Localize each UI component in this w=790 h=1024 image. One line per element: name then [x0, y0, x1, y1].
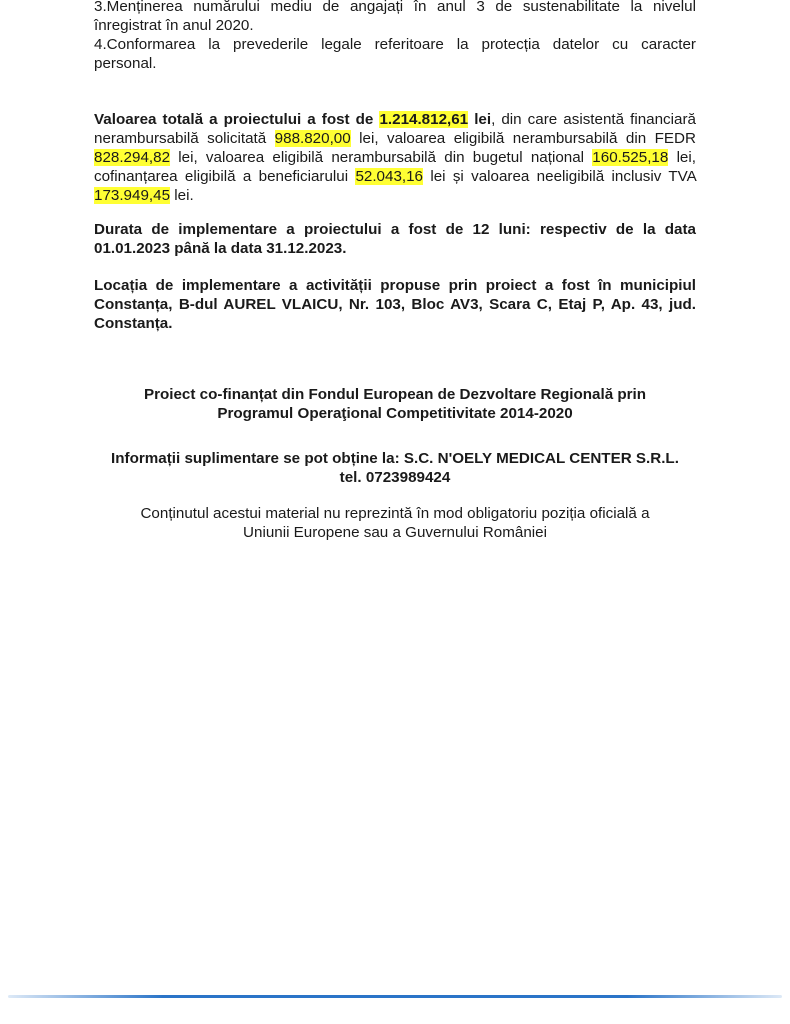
cofinancing-value: 52.043,16 [355, 168, 424, 185]
cofinance-line2: Programul Operaţional Competitivitate 2014-2020 [217, 405, 573, 422]
disclaimer-line1: Conținutul acestui material nu reprezintă în mod obligatoriu poziția oficială a [140, 505, 650, 522]
location-line2: Constanța, B-dul AUREL VLAICU, Nr. 103, Bloc AV3, Scara C, Etaj P, Ap. 43, jud. [94, 296, 696, 313]
disclaimer-line2: Uniunii Europene sau a Guvernului României [243, 524, 547, 541]
duration-block [94, 220, 696, 258]
disclaimer-block [94, 504, 696, 542]
value-text-6: lei. [174, 187, 194, 204]
value-text-2: lei, valoarea eligibilă nerambursabilă din FEDR [359, 130, 696, 147]
total-value-unit: lei [474, 111, 492, 128]
project-value-paragraph [94, 110, 696, 205]
location-block [94, 276, 696, 333]
value-text-1: , din care asistentă financiară nerambursabilă solicitată [94, 111, 696, 147]
value-text-5: lei și valoarea neeligibilă inclusiv TVA [430, 168, 696, 185]
duration-line2: 01.01.2023 până la data 31.12.2023. [94, 240, 347, 257]
location-line1: Locația de implementare a activității propuse prin proiect a fost în municipiul [94, 277, 696, 294]
list-item-4-line1: 4.Conformarea la prevederile legale referitoare la protecția datelor cu caracter [94, 36, 696, 53]
fedr-value: 828.294,82 [94, 149, 171, 166]
contact-block [94, 449, 696, 487]
contact-line1: Informații suplimentare se pot obține la: S.C. N'OELY MEDICAL CENTER S.R.L. [111, 450, 679, 467]
national-budget-value: 160.525,18 [592, 149, 669, 166]
total-value: 1.214.812,61 [379, 111, 469, 128]
list-item-3-line2: înregistrat în anul 2020. [94, 17, 254, 34]
footer-divider [8, 995, 782, 998]
cofinance-block [94, 385, 696, 423]
value-text-4: lei, cofinanțarea eligibilă a beneficiarului [94, 149, 696, 185]
grant-requested-value: 988.820,00 [274, 130, 351, 147]
total-value-label: Valoarea totală a proiectului a fost de [94, 111, 374, 128]
cofinance-line1: Proiect co-finanțat din Fondul European de Dezvoltare Regională prin [143, 386, 647, 403]
duration-line1: Durata de implementare a proiectului a fost de 12 luni: respectiv de la data [94, 221, 696, 238]
ineligible-value: 173.949,45 [94, 187, 171, 204]
value-text-3: lei, valoarea eligibilă nerambursabilă din bugetul național [178, 149, 585, 166]
list-item-4-line2: personal. [94, 55, 157, 72]
list-item-3-line1: 3.Menținerea numărului mediu de angajați în anul 3 de sustenabilitate la nivelul [94, 0, 696, 15]
list-block [94, 0, 696, 73]
location-line3: Constanța. [94, 315, 173, 332]
contact-phone: tel. 0723989424 [339, 469, 451, 486]
